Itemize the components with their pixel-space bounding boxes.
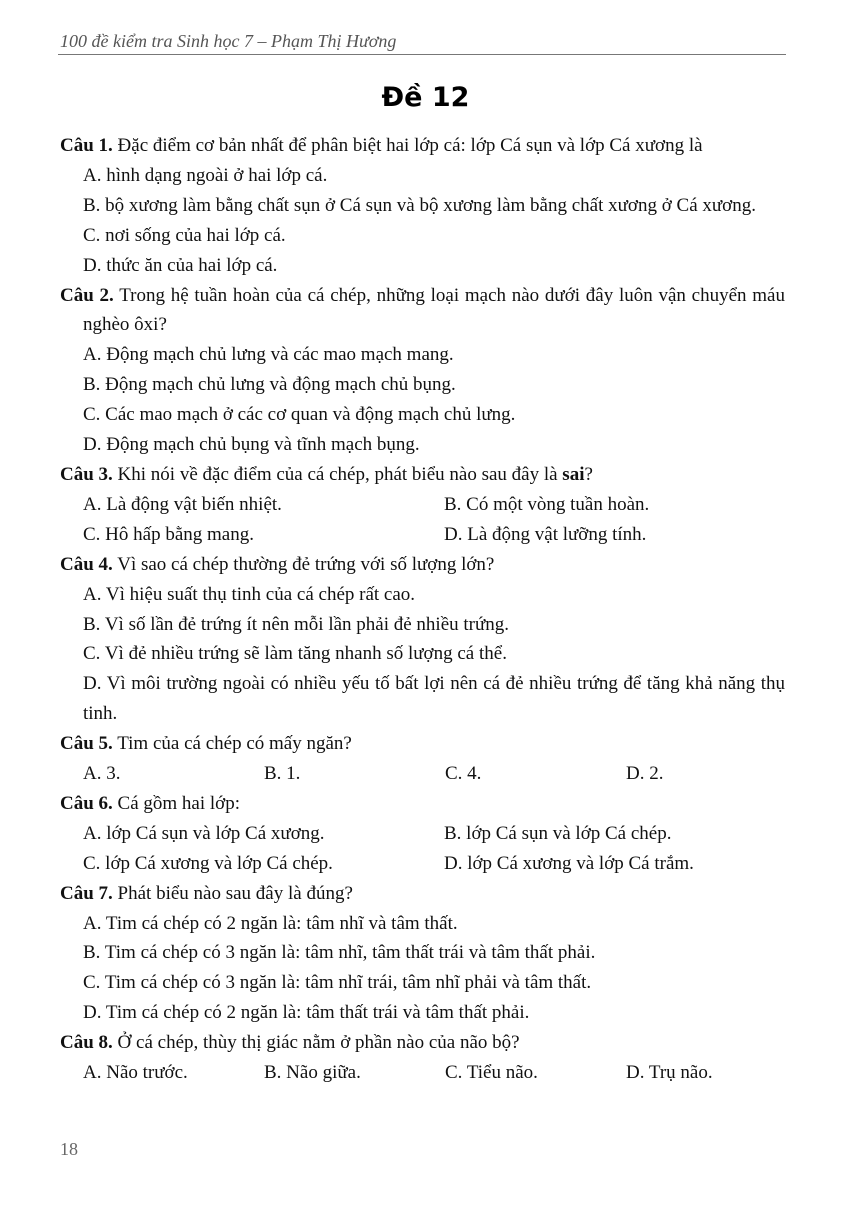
- option-b: B. Động mạch chủ lưng và động mạch chủ bụng.: [83, 374, 456, 396]
- option-b: B. 1.: [264, 763, 301, 785]
- option-b: B. bộ xương làm bằng chất sụn ở Cá sụn và bộ xương làm bằng chất xương ở Cá xương.: [83, 194, 756, 216]
- question-label: Câu 6.: [60, 792, 113, 814]
- question-5: [60, 729, 785, 759]
- question-label: Câu 8.: [60, 1032, 113, 1054]
- question-text: Ở cá chép, thùy thị giác nằm ở phần nào của não bộ?: [117, 1032, 520, 1054]
- question-text: Đặc điểm cơ bản nhất để phân biệt hai lớp cá: lớp Cá sụn và lớp Cá xương là: [117, 135, 703, 156]
- question-2: [60, 281, 785, 341]
- option-b: B. Vì số lần đẻ trứng ít nên mỗi lần phải đẻ nhiều trứng.: [83, 613, 510, 635]
- page-title: Đề 12: [381, 82, 470, 113]
- question-label: Câu 1.: [60, 135, 113, 156]
- question-3: [60, 460, 785, 490]
- question-list: [60, 131, 785, 1088]
- option-b: B. Có một vòng tuần hoàn.: [444, 493, 650, 515]
- option-row: [60, 1058, 785, 1088]
- question-label: Câu 2.: [60, 284, 114, 306]
- option-a: A. 3.: [83, 763, 121, 785]
- header-rule: [58, 54, 786, 55]
- question-text: Phát biểu nào sau đây là đúng?: [117, 882, 353, 904]
- running-header: 100 đề kiểm tra Sinh học 7 – Phạm Thị Hương: [60, 31, 397, 51]
- option-a: A. Não trước.: [83, 1062, 188, 1084]
- question-text: Khi nói về đặc điểm của cá chép, phát biểu nào sau đây là: [117, 463, 563, 485]
- question-text: Cá gồm hai lớp:: [117, 792, 240, 814]
- option-a: A. Là động vật biến nhiệt.: [83, 493, 282, 515]
- question-text-end: ?: [584, 463, 593, 485]
- question-label: Câu 4.: [60, 553, 113, 575]
- option-d: D. Động mạch chủ bụng và tĩnh mạch bụng.: [83, 434, 420, 456]
- option-d: D. Là động vật lưỡng tính.: [444, 523, 647, 545]
- option-a: A. Vì hiệu suất thụ tinh của cá chép rất cao.: [83, 583, 416, 605]
- question-text: Tim của cá chép có mấy ngăn?: [117, 733, 352, 755]
- option-d: D. 2.: [626, 763, 664, 785]
- option-c: C. Vì đẻ nhiều trứng sẽ làm tăng nhanh số lượng cá thể.: [83, 643, 507, 665]
- option-a: A. Tim cá chép có 2 ngăn là: tâm nhĩ và tâm thất.: [83, 912, 458, 934]
- option-row: [60, 520, 785, 550]
- option-d: D. Trụ não.: [626, 1062, 713, 1084]
- option-a: A. Động mạch chủ lưng và các mao mạch mang.: [83, 344, 454, 366]
- option-b: B. Não giữa.: [264, 1062, 361, 1084]
- question-text: Vì sao cá chép thường đẻ trứng với số lượng lớn?: [117, 553, 495, 575]
- option-row: [60, 819, 785, 849]
- option-row: [60, 490, 785, 520]
- question-8: [60, 1028, 785, 1058]
- option-a: A. hình dạng ngoài ở hai lớp cá.: [83, 164, 328, 186]
- option-c: C. Các mao mạch ở các cơ quan và động mạch chủ lưng.: [83, 404, 516, 426]
- question-7: [60, 879, 785, 909]
- option-row: [60, 759, 785, 789]
- page-number: 18: [60, 1139, 78, 1159]
- option-c: C. Hô hấp bằng mang.: [83, 523, 254, 545]
- question-6: [60, 789, 785, 819]
- question-label: Câu 7.: [60, 882, 113, 904]
- option-b: B. Tim cá chép có 3 ngăn là: tâm nhĩ, tâm thất trái và tâm thất phải.: [83, 942, 596, 964]
- option-c: C. 4.: [445, 763, 482, 785]
- option-c: C. Tiểu não.: [445, 1062, 538, 1084]
- option-c: C. Tim cá chép có 3 ngăn là: tâm nhĩ trái, tâm nhĩ phải và tâm thất.: [83, 972, 592, 994]
- option-a: A. lớp Cá sụn và lớp Cá xương.: [83, 822, 325, 844]
- question-1: [60, 131, 785, 161]
- question-label: Câu 3.: [60, 463, 113, 485]
- question-4: [60, 550, 785, 580]
- option-d: D. Vì môi trường ngoài có nhiều yếu tố bất lợi nên cá đẻ nhiều trứng để tăng khả năng thụ tinh.: [83, 673, 785, 725]
- option-c: C. lớp Cá xương và lớp Cá chép.: [83, 852, 333, 874]
- option-row: [60, 849, 785, 879]
- option-d: D. thức ăn của hai lớp cá.: [83, 254, 278, 276]
- option-b: B. lớp Cá sụn và lớp Cá chép.: [444, 822, 672, 844]
- question-text: Trong hệ tuần hoàn của cá chép, những loại mạch nào dưới đây luôn vận chuyển máu nghèo ôxi?: [83, 284, 785, 336]
- option-d: D. lớp Cá xương và lớp Cá trắm.: [444, 852, 694, 874]
- option-d: D. Tim cá chép có 2 ngăn là: tâm thất trái và tâm thất phải.: [83, 1002, 530, 1024]
- option-c: C. nơi sống của hai lớp cá.: [83, 224, 286, 246]
- question-emphasis: sai: [562, 463, 585, 485]
- question-label: Câu 5.: [60, 733, 113, 755]
